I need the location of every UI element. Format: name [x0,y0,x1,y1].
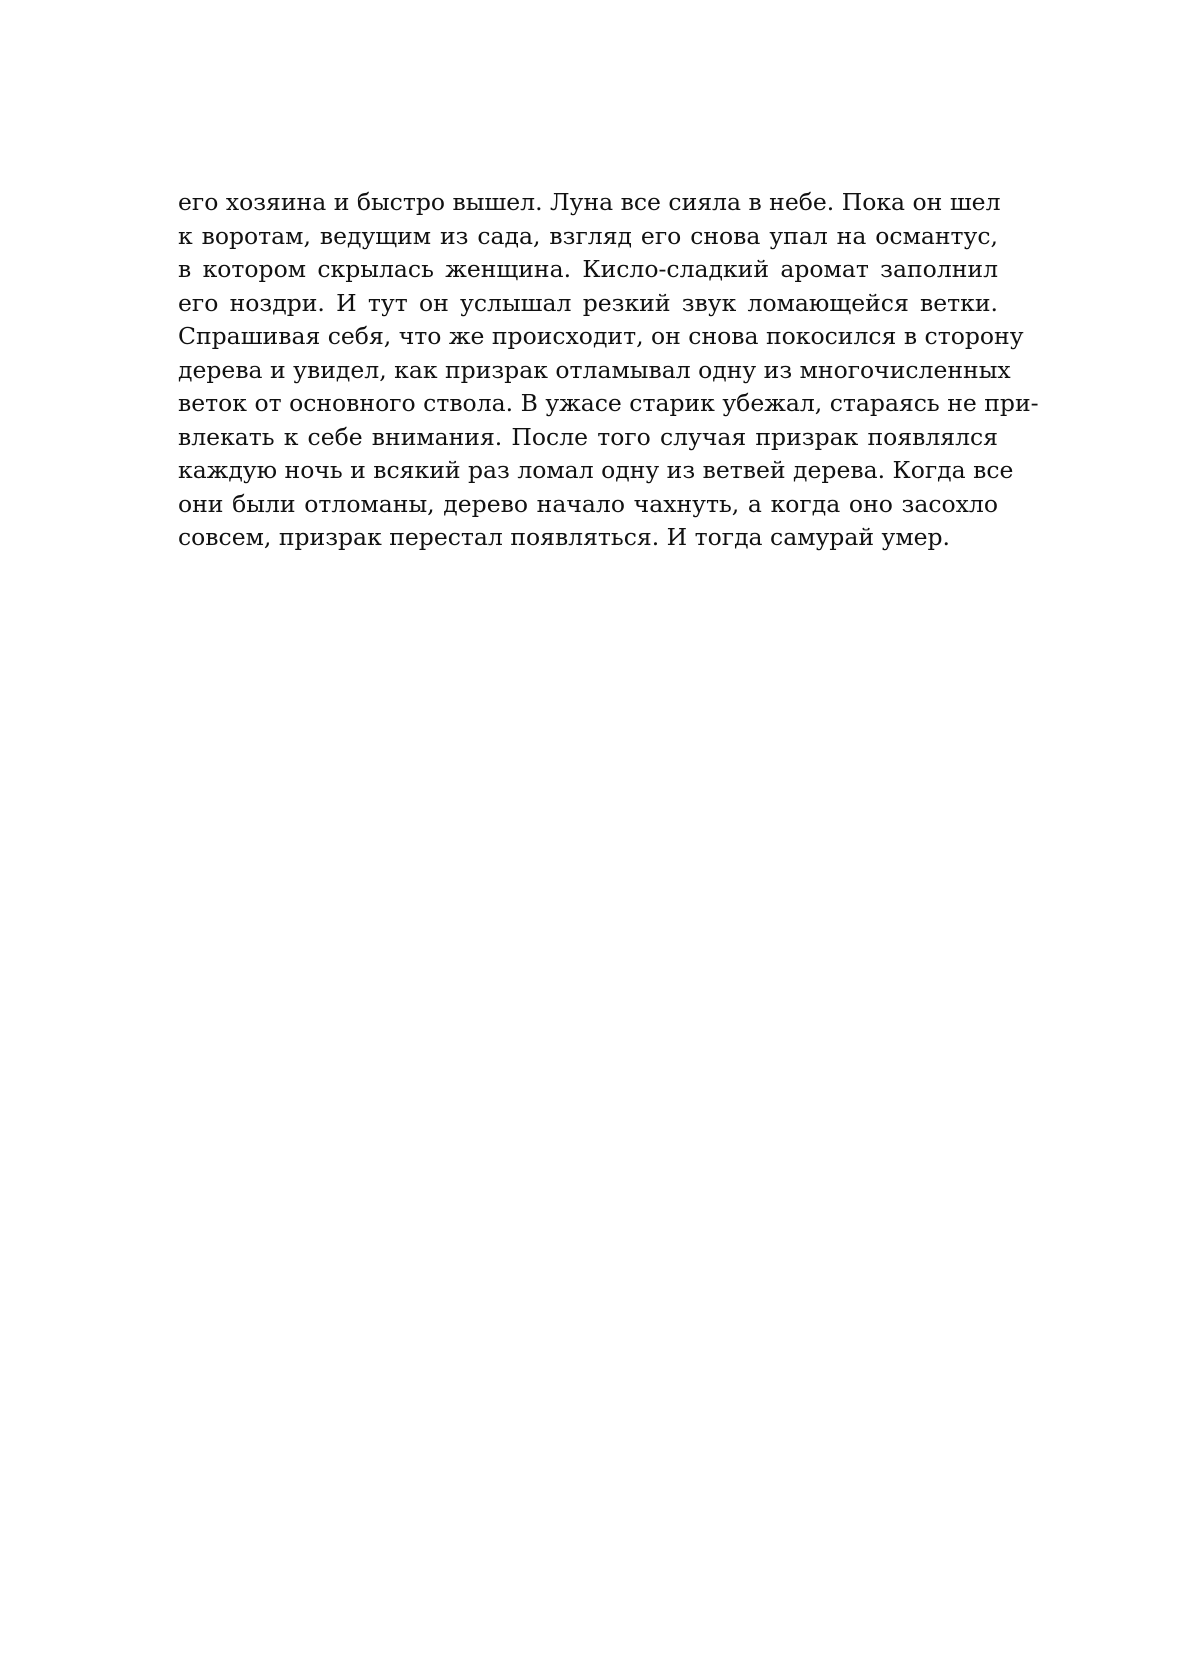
text-line: к воротам, ведущим из сада, взгляд его снова упал на османтус, [178,221,998,250]
text-line: в котором скрылась женщина. Кисло-сладкий аромат заполнил [178,255,998,283]
text-line: совсем, призрак перестал появляться. И тогда самурай умер. [178,523,951,551]
text-line: они были отломаны, дерево начало чахнуть, а когда оно засохло [178,489,998,518]
text-line: каждую ночь и всякий раз ломал одну из ветвей дерева. Когда все [178,456,1014,484]
text-line: его хозяина и быстро вышел. Луна все сияла в небе. Пока он шел [178,188,1001,216]
body-paragraph [178,186,1039,555]
text-line: дерева и увидел, как призрак отламывал одну из многочисленных [178,355,1011,384]
text-line: веток от основного ствола. В ужасе старик убежал, стараясь не при- [178,389,1039,417]
text-line: Спрашивая себя, что же происходит, он снова покосился в сторону [178,322,1024,350]
text-line: влекать к себе внимания. После того случая призрак появлялся [178,422,998,451]
text-line: его ноздри. И тут он услышал резкий звук ломающейся ветки. [178,288,998,317]
